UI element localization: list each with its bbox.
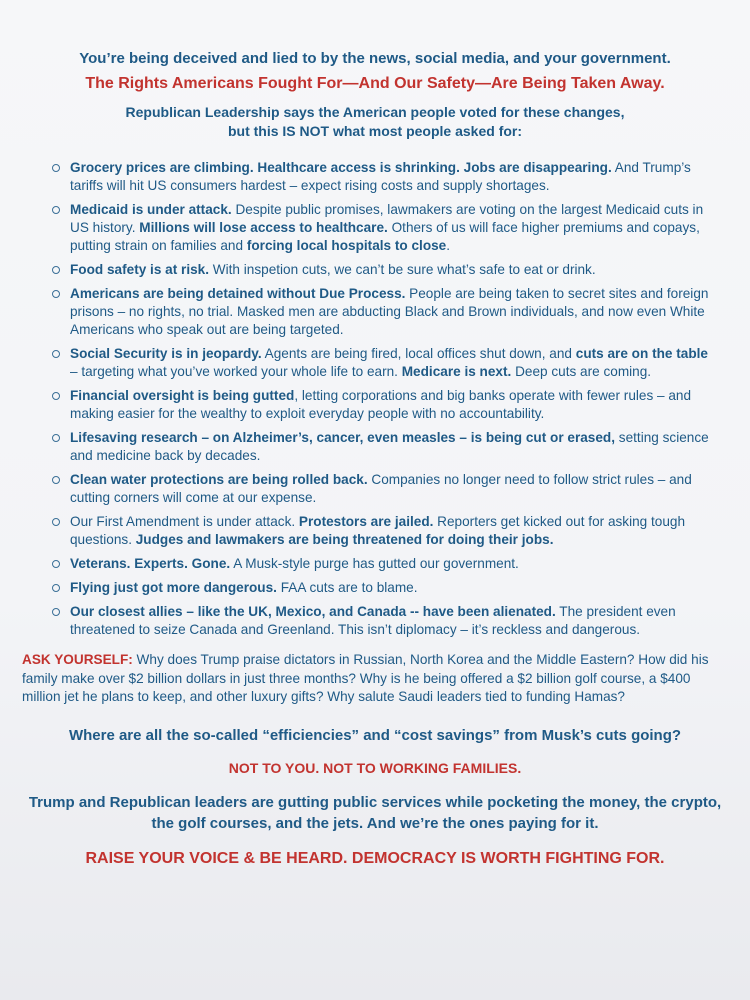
bullet-circle-icon xyxy=(52,584,60,592)
list-item xyxy=(52,285,710,339)
bullet-circle-icon xyxy=(52,608,60,616)
list-item xyxy=(52,513,710,549)
item-bold: Clean water protections are being rolled back. xyxy=(70,472,368,487)
list-item xyxy=(52,555,710,573)
item-text: – targeting what you’ve worked your whole life to earn. xyxy=(70,364,402,379)
item-text: Our First Amendment is under attack. xyxy=(70,514,299,529)
bullet-circle-icon xyxy=(52,290,60,298)
bullet-circle-icon xyxy=(52,164,60,172)
ask-text: Why does Trump praise dictators in Russian, North Korea and the Middle Eastern? How did his family make over $2 billion dollars in just three months? Why is he being offered a $2 billion golf course, a $400 million jet he plans to keep, and other luxury gifts? Why salute Saudi leaders tied to funding Hamas? xyxy=(22,652,709,704)
item-bold: Food safety is at risk. xyxy=(70,262,210,277)
bullet-circle-icon xyxy=(52,518,60,526)
heading-rights: The Rights Americans Fought For—And Our Safety—Are Being Taken Away. xyxy=(85,75,665,92)
item-bold: forcing local hospitals to close xyxy=(246,238,447,253)
bullet-circle-icon xyxy=(52,434,60,442)
item-bold: cuts are on the table xyxy=(575,346,708,361)
list-item xyxy=(52,261,710,279)
item-bold: Protestors are jailed. xyxy=(298,514,434,529)
gutting-services-statement: Trump and Republican leaders are gutting public services while pocketing the money, the crypto, the golf courses, and the jets. And we’re the ones paying for it. xyxy=(28,793,722,832)
item-text: Reporters get kicked out for asking tough questions. xyxy=(70,514,686,547)
bullet-circle-icon xyxy=(52,476,60,484)
list-item xyxy=(52,345,710,381)
issues-list xyxy=(22,159,728,639)
heading-deceived: You’re being deceived and lied to by the news, social media, and your government. xyxy=(79,50,671,67)
heading-republican-leadership xyxy=(22,103,728,141)
item-bold: Judges and lawmakers are being threatened for doing their jobs. xyxy=(135,532,554,547)
item-text: With inspetion cuts, we can’t be sure what’s safe to eat or drink. xyxy=(209,262,596,277)
item-text: . xyxy=(446,238,451,253)
item-text: People are being taken to secret sites and foreign prisons – no rights, no trial. Masked men are abducting Black and Brown individuals, and now even White Americans who speak out are being targeted. xyxy=(70,286,709,337)
item-text: And Trump’s tariffs will hit US consumers hardest – expect rising costs and supply shortages. xyxy=(70,160,691,193)
item-text: Agents are being fired, local offices shut down, and xyxy=(261,346,576,361)
raise-your-voice-line: RAISE YOUR VOICE & BE HEARD. DEMOCRACY IS WORTH FIGHTING FOR. xyxy=(85,849,665,867)
item-text: , letting corporations and big banks operate with fewer rules – and making easier for the wealthy to exploit everyday people with no accountability. xyxy=(70,388,692,421)
item-text: Others of us will face higher premiums and copays, putting strain on families and xyxy=(70,220,700,253)
item-bold: Financial oversight is being gutted xyxy=(70,388,295,403)
bullet-circle-icon xyxy=(52,392,60,400)
item-bold: Grocery prices are climbing. Healthcare access is shrinking. Jobs are disappearing. xyxy=(70,160,612,175)
list-item xyxy=(52,603,710,639)
list-item xyxy=(52,471,710,507)
item-text: Deep cuts are coming. xyxy=(511,364,652,379)
item-text: Companies no longer need to follow strict rules – and cutting corners will come at our expense. xyxy=(70,472,692,505)
item-text: Despite public promises, lawmakers are voting on the largest Medicaid cuts in US history. xyxy=(70,202,704,235)
item-bold: Millions will lose access to healthcare. xyxy=(139,220,388,235)
list-item xyxy=(52,387,710,423)
item-bold: Lifesaving research – on Alzheimer’s, cancer, even measles – is being cut or erased, xyxy=(70,430,616,445)
bullet-circle-icon xyxy=(52,206,60,214)
bullet-circle-icon xyxy=(52,266,60,274)
item-bold: Flying just got more dangerous. xyxy=(70,580,277,595)
list-item xyxy=(52,579,710,597)
item-text: A Musk-style purge has gutted our government. xyxy=(230,556,519,571)
item-text: The president even threatened to seize Canada and Greenland. This isn’t diplomacy – it’s reckless and dangerous. xyxy=(70,604,676,637)
list-item xyxy=(52,201,710,255)
list-item xyxy=(52,159,710,195)
ask-yourself-paragraph xyxy=(22,651,728,707)
ask-label: ASK YOURSELF: xyxy=(22,652,133,667)
bullet-circle-icon xyxy=(52,560,60,568)
item-text: setting science and medicine back by decades. xyxy=(70,430,709,463)
list-item xyxy=(52,429,710,465)
item-bold: Veterans. Experts. Gone. xyxy=(70,556,231,571)
item-bold: Medicaid is under attack. xyxy=(70,202,232,217)
heading-line-b: but this IS NOT what most people asked for: xyxy=(227,123,523,139)
item-bold: Americans are being detained without Due Process. xyxy=(70,286,406,301)
item-bold: Medicare is next. xyxy=(401,364,512,379)
not-to-you-line: NOT TO YOU. NOT TO WORKING FAMILIES. xyxy=(228,759,522,776)
bullet-circle-icon xyxy=(52,350,60,358)
heading-line-a: Republican Leadership says the American people voted for these changes, xyxy=(125,104,625,120)
item-text: FAA cuts are to blame. xyxy=(276,580,418,595)
efficiencies-question: Where are all the so-called “efficiencies” and “cost savings” from Musk’s cuts going? xyxy=(68,726,682,744)
item-bold: Social Security is in jeopardy. xyxy=(70,346,262,361)
item-bold: Our closest allies – like the UK, Mexico, and Canada -- have been alienated. xyxy=(70,604,556,619)
